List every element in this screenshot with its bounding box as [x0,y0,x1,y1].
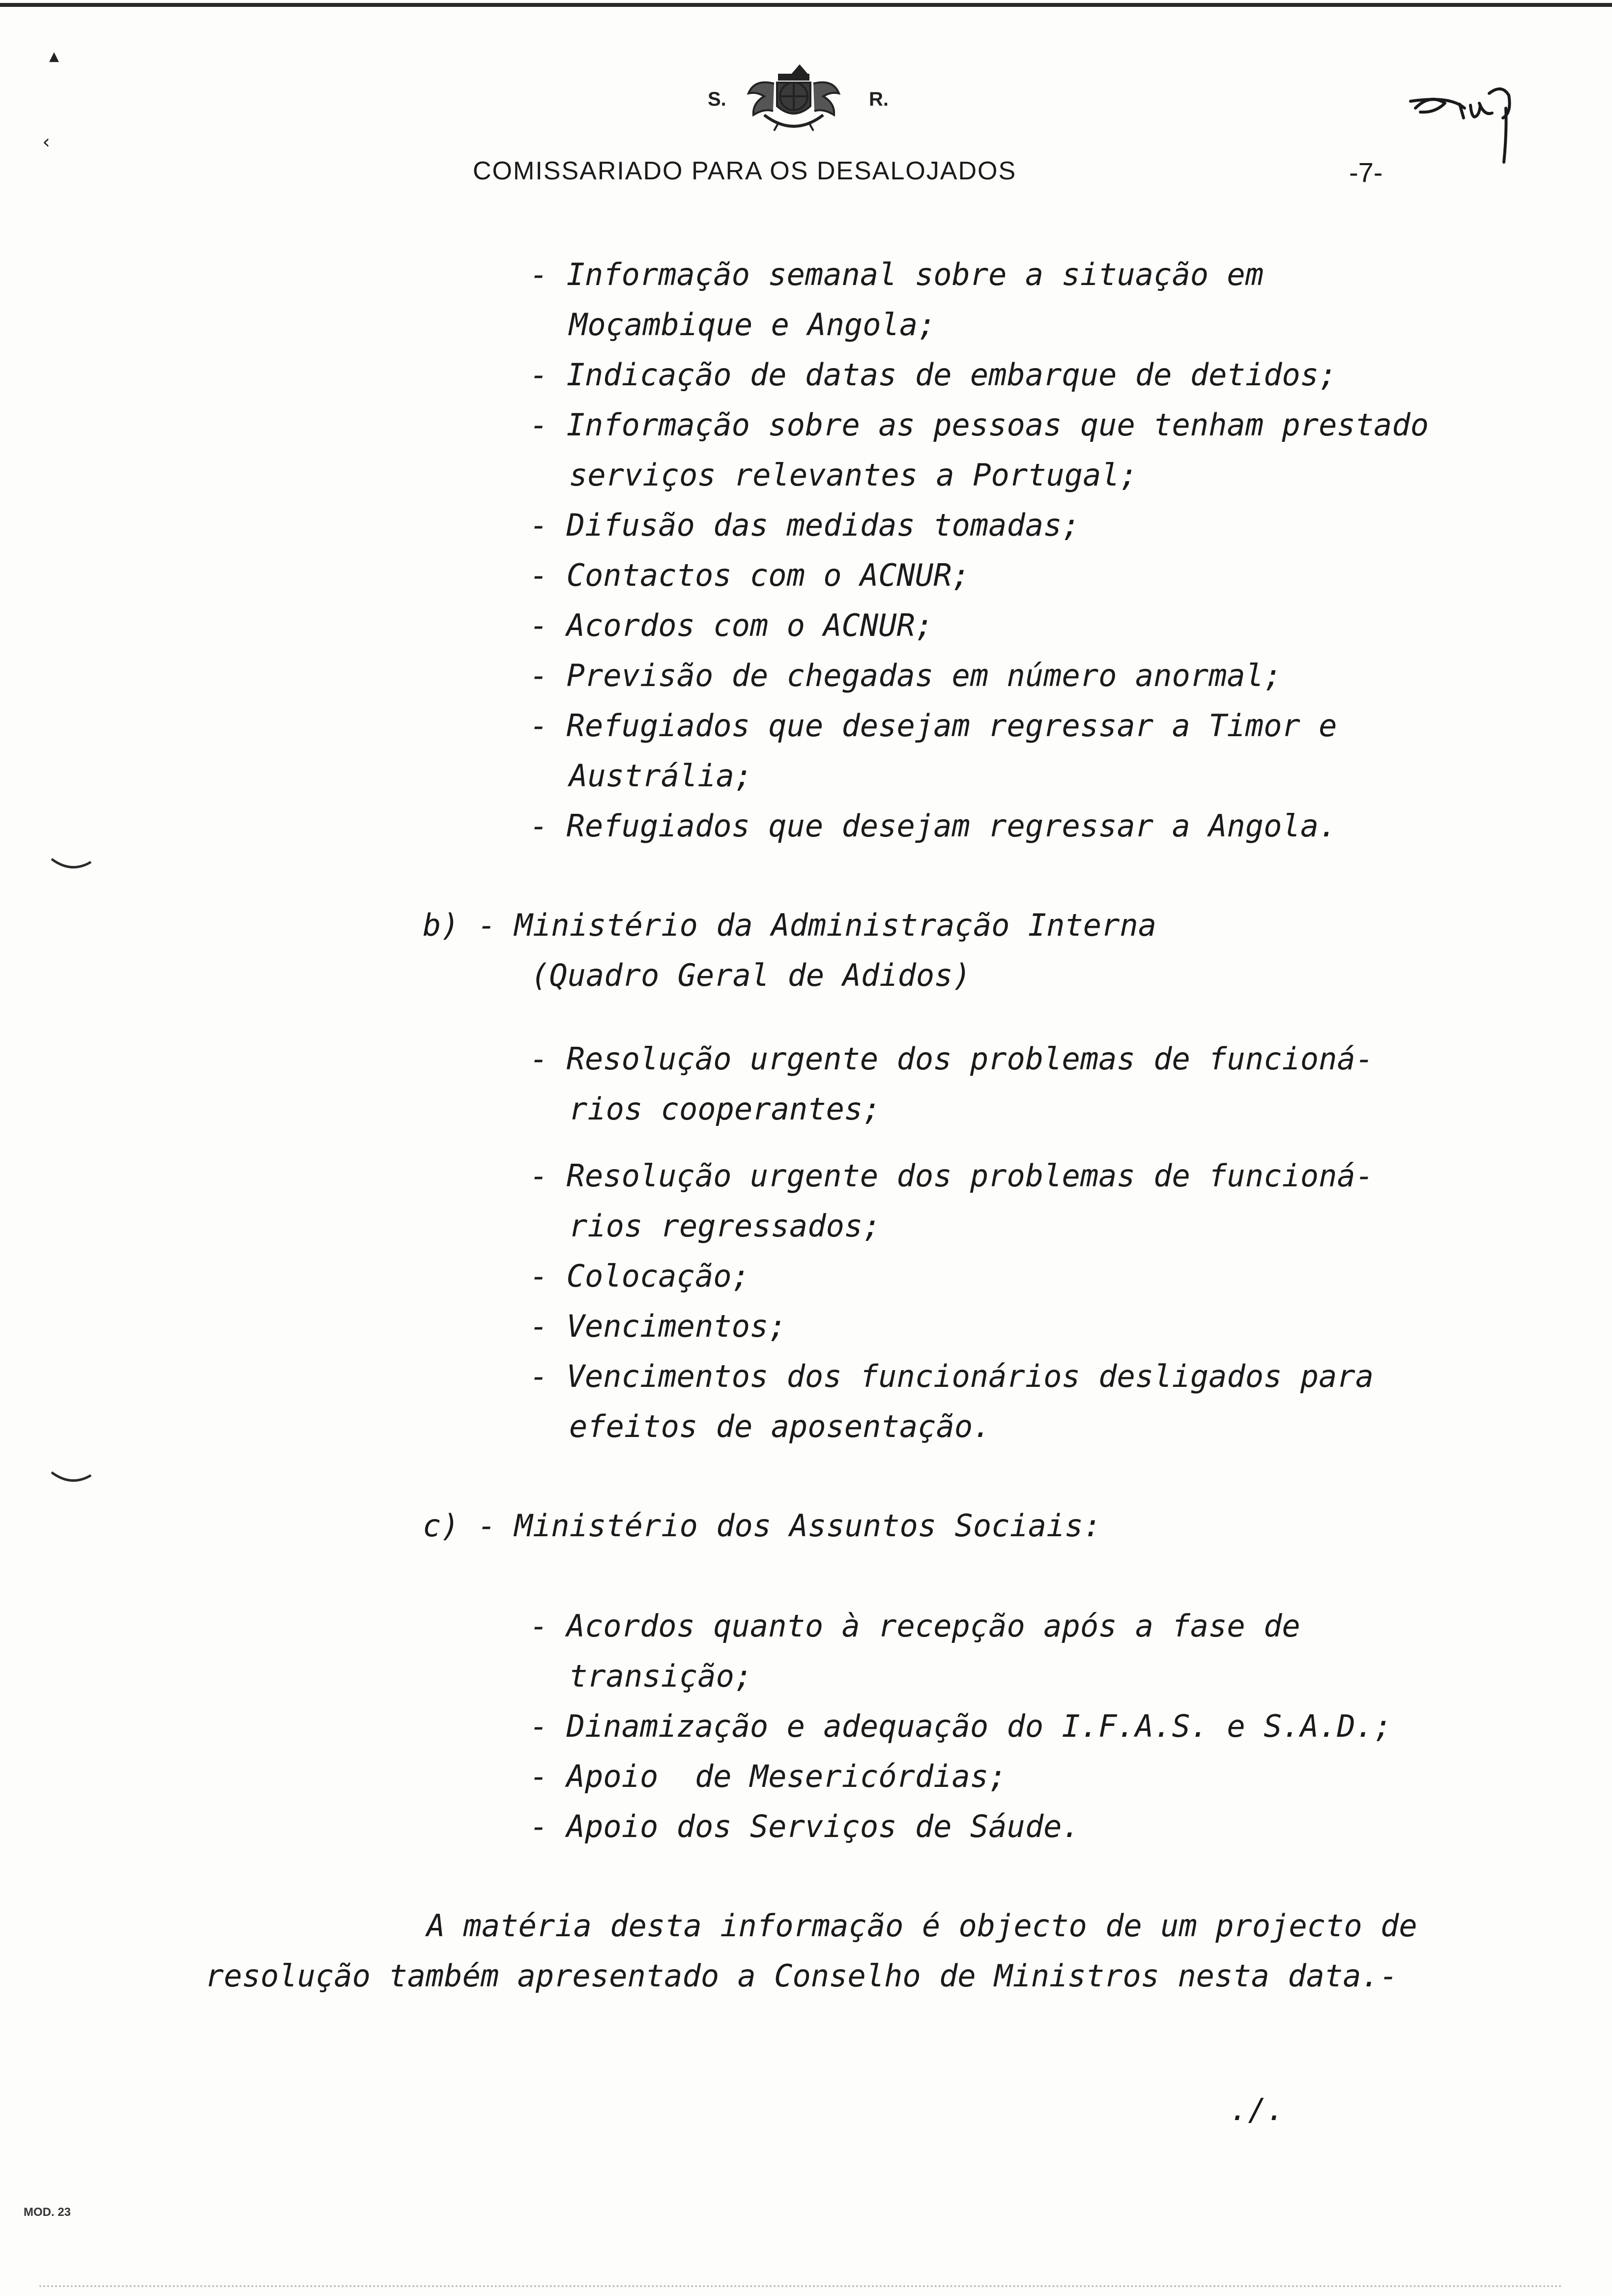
list-item-line: - Colocação; [530,1258,750,1294]
closing-line: A matéria desta informação é objecto de um projecto de [427,1908,1417,1944]
list-item-line: - Contactos com o ACNUR; [530,557,970,593]
list-item-line: serviços relevantes a Portugal; [569,457,1138,493]
list-item-line: - Informação semanal sobre a situação em [530,257,1264,292]
list-item-line: Austrália; [569,758,753,794]
form-code: MOD. 23 [24,2206,71,2219]
list-item-line: transição; [569,1658,753,1694]
section-subheading: (Quadro Geral de Adidos) [531,957,971,993]
page-number: -7- [1349,157,1383,188]
margin-curve-mark [49,855,93,875]
list-item-line: - Difusão das medidas tomadas; [530,507,1080,543]
list-item-line: - Vencimentos; [530,1308,787,1344]
bottom-dotted-edge [39,2285,1563,2287]
list-item-line: Moçambique e Angola; [569,307,936,343]
margin-triangle-mark: ▲ [49,49,59,64]
organization-name: COMISSARIADO PARA OS DESALOJADOS [473,157,1017,185]
continuation-mark: ./. [1230,2092,1285,2127]
top-border-line [0,3,1612,7]
list-item-line: efeitos de aposentação. [569,1408,991,1444]
closing-line: resolução também apresentado a Conselho de Ministros nesta data.- [205,1958,1398,1994]
list-item-line: - Resolução urgente dos problemas de funcioná- [530,1041,1374,1077]
list-item-line: - Vencimentos dos funcionários desligados para [530,1358,1374,1394]
list-item-line: rios regressados; [569,1208,881,1244]
section-heading: b) - Ministério da Administração Interna [423,907,1157,943]
list-item-line: - Apoio de Mesericórdias; [530,1758,1007,1794]
coat-of-arms-icon [745,64,843,133]
list-item-line: - Resolução urgente dos problemas de funcioná- [530,1158,1374,1194]
list-item-line: - Refugiados que desejam regressar a Timor e [530,708,1337,744]
margin-curve-mark [49,1468,93,1488]
section-heading: c) - Ministério dos Assuntos Sociais: [423,1508,1102,1544]
list-item-line: - Acordos quanto à recepção após a fase de [530,1608,1300,1644]
letterhead-r-letter: R. [869,88,889,110]
list-item-line: rios cooperantes; [569,1091,881,1127]
list-item-line: - Refugiados que desejam regressar a Angola. [530,808,1337,844]
handwritten-signature [1406,74,1528,172]
list-item-line: - Informação sobre as pessoas que tenham prestado [530,407,1429,443]
margin-chevron-mark: ‹ [42,131,50,153]
list-item-line: - Indicação de datas de embarque de detidos; [530,357,1337,393]
letterhead-s-letter: S. [708,88,726,110]
list-item-line: - Previsão de chegadas em número anormal; [530,658,1282,693]
list-item-line: - Dinamização e adequação do I.F.A.S. e S.A.D.; [530,1708,1392,1744]
list-item-line: - Apoio dos Serviços de Sáude. [530,1808,1080,1844]
list-item-line: - Acordos com o ACNUR; [530,607,934,643]
